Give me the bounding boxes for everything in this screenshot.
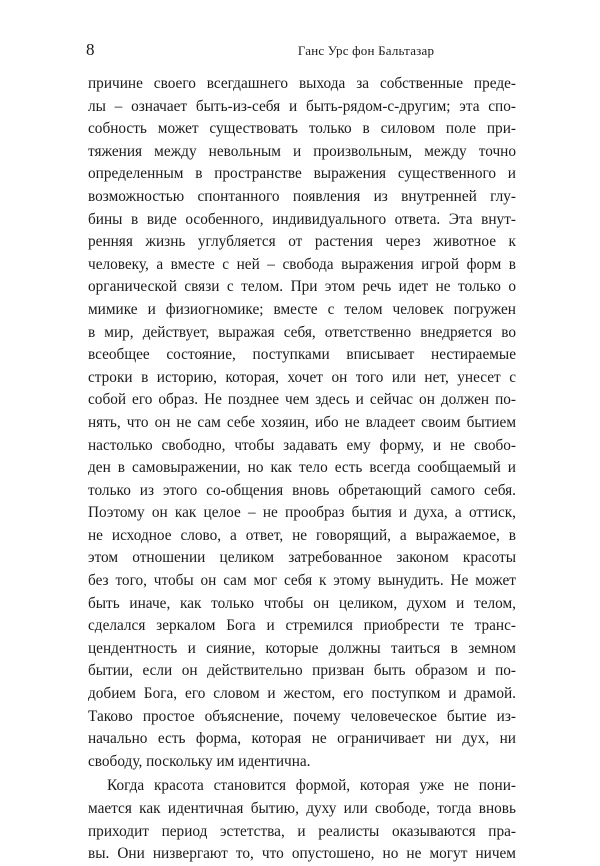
text-line: бины в виде особенного, индивидуального ответа. Эта внут- xyxy=(88,210,516,228)
text-line: определенным в пространстве выражения существенного и xyxy=(88,165,516,183)
text-line: нять, что он не сам себе хозяин, ибо не владеет своим бытием xyxy=(88,413,516,431)
text-line: собность может существовать только в силовом поле при- xyxy=(88,120,516,138)
page-header xyxy=(0,40,600,60)
text-line: начально есть форма, которая не ограничивает ни дух, ни xyxy=(88,730,516,748)
text-line: органической связи с телом. При этом речь идет не только о xyxy=(88,278,516,296)
text-line: без того, чтобы он сам мог себя к этому вынудить. Не может xyxy=(88,572,516,590)
page-number: 8 xyxy=(86,40,95,59)
text-line: настолько свободно, чтобы задавать ему форму, и не свобо- xyxy=(88,436,516,454)
text-line: мимике и физиогномике; вместе с телом человек погружен xyxy=(88,300,516,318)
text-line: цендентность и сияние, которые должны таиться в земном xyxy=(88,639,516,657)
text-line: тяжения между невольным и произвольным, между точно xyxy=(88,142,516,160)
text-line: этом отношении целиком затребованное законом красоты xyxy=(88,549,516,567)
text-line: всеобщее состояние, поступками вписывает нестираемые xyxy=(88,346,516,364)
text-line: свободу, поскольку им идентична. xyxy=(88,752,311,770)
text-line: строки в историю, которая, хочет он того или нет, унесет с xyxy=(88,368,516,386)
text-line: человеку, а вместе с ней – свобода выражения игрой форм в xyxy=(88,255,516,273)
text-line: Таково простое объяснение, почему человеческое бытие из- xyxy=(88,707,516,725)
text-line: в мир, действует, выражая себя, ответственно внедряется во xyxy=(88,323,516,341)
text-line: быть иначе, как только чтобы он целиком, духом и телом, xyxy=(88,594,516,612)
text-line: возможностью спонтанного появления из внутренней глу- xyxy=(88,187,516,205)
running-title: Ганс Урс фон Бальтазар xyxy=(297,43,435,58)
text-line: приходит период эстетства, и реалисты оказываются пра- xyxy=(88,822,516,840)
text-line: сделался зеркалом Бога и стремился приобрести те транс- xyxy=(88,617,516,635)
text-line: вы. Они низвергают то, что опустошено, но не могут ничем xyxy=(88,845,516,863)
text-line: ден в самовыражении, но как тело есть всегда сообщаемый и xyxy=(88,459,516,477)
text-line: бытии, если он действительно призван быть образом и по- xyxy=(88,662,516,680)
text-line: собой его образ. Не позднее чем здесь и сейчас он должен по- xyxy=(88,391,516,409)
paragraph-2 xyxy=(88,775,516,865)
paragraph-1 xyxy=(88,73,516,773)
text-line: мается как идентичная бытию, духу или свободе, тогда вновь xyxy=(88,800,516,817)
text-line: добием Бога, его словом и жестом, его поступком и драмой. xyxy=(88,685,516,703)
page-body xyxy=(88,73,516,866)
text-line: Поэтому он как целое – не прообраз бытия и духа, а оттиск, xyxy=(88,504,516,522)
text-line: Когда красота становится формой, которая уже не пони- xyxy=(107,777,516,795)
text-line: ренняя жизнь углубляется от растения через животное к xyxy=(88,233,516,251)
text-line: лы – означает быть-из-себя и быть-рядом-с-другим; эта спо- xyxy=(88,97,516,115)
text-line: причине своего всегдашнего выхода за собственные преде- xyxy=(88,75,516,92)
text-line: не исходное слово, а ответ, не говорящий, а выражаемое, в xyxy=(88,526,516,544)
text-line: только из этого со-общения вновь обретающий самого себя. xyxy=(88,481,516,499)
